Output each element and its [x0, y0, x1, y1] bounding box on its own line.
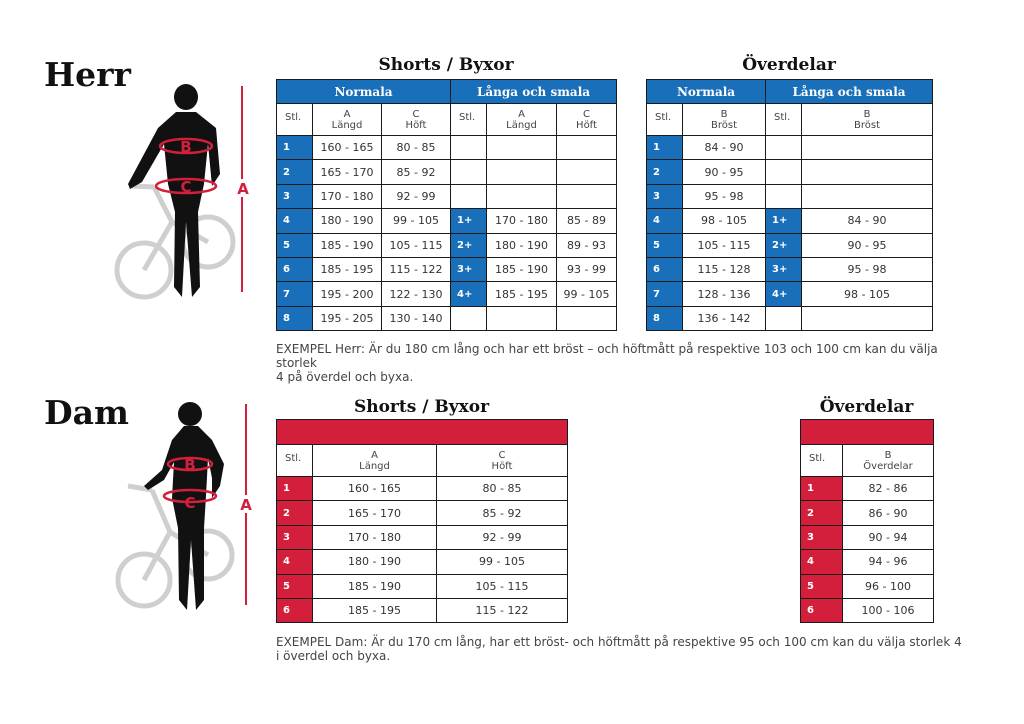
- size-cell: 6: [277, 257, 313, 281]
- size-cell: 3: [277, 525, 313, 549]
- size-cell: 3+: [451, 257, 487, 281]
- herr-section-title: Herr: [44, 55, 131, 94]
- size-cell: 2: [277, 160, 313, 184]
- size-cell: 1: [277, 477, 313, 501]
- herr-shorts-row: [277, 306, 617, 330]
- measure-cell: [802, 306, 933, 330]
- measure-cell: 180 - 190: [487, 233, 557, 257]
- herr-shorts-group-long: Långa och smala: [451, 80, 617, 104]
- dam-tops-row: [801, 525, 934, 549]
- measure-cell: 84 - 90: [802, 209, 933, 233]
- measure-cell: 95 - 98: [683, 184, 766, 208]
- measure-cell: 98 - 105: [683, 209, 766, 233]
- measure-cell: 80 - 85: [437, 477, 568, 501]
- dam-tops-body: [801, 477, 934, 623]
- herr-tops-title: Överdelar: [742, 55, 836, 75]
- measure-cell: 195 - 205: [313, 306, 382, 330]
- herr-shorts-header-c: C Höft: [382, 104, 451, 136]
- size-cell: 3+: [766, 257, 802, 281]
- measure-cell: 84 - 90: [683, 136, 766, 160]
- herr-shorts-row: [277, 282, 617, 306]
- dam-tops-row: [801, 550, 934, 574]
- measure-cell: 165 - 170: [313, 160, 382, 184]
- measure-cell: 180 - 190: [313, 550, 437, 574]
- herr-tops-header-stl-long: Stl.: [766, 104, 802, 136]
- dam-shorts-header-c: C Höft: [437, 445, 568, 477]
- herr-shorts-group-normal: Normala: [277, 80, 451, 104]
- measure-cell: 185 - 190: [487, 257, 557, 281]
- size-cell: 2+: [451, 233, 487, 257]
- size-cell: [766, 306, 802, 330]
- dam-shorts-row: [277, 598, 568, 622]
- measure-cell: 160 - 165: [313, 136, 382, 160]
- dam-shorts-row: [277, 574, 568, 598]
- measure-cell: 85 - 89: [557, 209, 617, 233]
- measure-cell: 100 - 106: [843, 598, 934, 622]
- dam-shorts-row: [277, 501, 568, 525]
- size-cell: 4: [277, 550, 313, 574]
- measure-cell: 170 - 180: [313, 184, 382, 208]
- measure-cell: 94 - 96: [843, 550, 934, 574]
- dam-tops-title: Överdelar: [819, 397, 914, 417]
- size-cell: [451, 136, 487, 160]
- measure-cell: 93 - 99: [557, 257, 617, 281]
- size-cell: [451, 160, 487, 184]
- dam-cyclist-figure: [112, 400, 252, 615]
- dam-tops-header-bar: [801, 420, 934, 445]
- size-cell: 6: [277, 598, 313, 622]
- size-cell: 8: [277, 306, 313, 330]
- dam-tops-row: [801, 501, 934, 525]
- measure-cell: [557, 160, 617, 184]
- size-cell: 4: [277, 209, 313, 233]
- measure-cell: 185 - 190: [313, 574, 437, 598]
- measure-cell: 170 - 180: [313, 525, 437, 549]
- measure-cell: 115 - 128: [683, 257, 766, 281]
- measure-cell: [557, 306, 617, 330]
- measure-cell: 92 - 99: [382, 184, 451, 208]
- measure-cell: 96 - 100: [843, 574, 934, 598]
- size-cell: 4: [801, 550, 843, 574]
- dam-shorts-header-bar: [277, 420, 568, 445]
- size-cell: 1+: [451, 209, 487, 233]
- size-cell: [451, 306, 487, 330]
- dam-label-c: C: [184, 494, 196, 512]
- dam-label-a: A: [240, 496, 252, 514]
- herr-shorts-table: [276, 79, 617, 331]
- dam-tops-table: [800, 419, 934, 623]
- size-cell: 4: [647, 209, 683, 233]
- size-cell: 1: [647, 136, 683, 160]
- herr-tops-row: [647, 306, 933, 330]
- size-cell: 2: [647, 160, 683, 184]
- measure-cell: [557, 136, 617, 160]
- measure-cell: [802, 184, 933, 208]
- measure-cell: 160 - 165: [313, 477, 437, 501]
- herr-tops-group-long: Långa och smala: [766, 80, 933, 104]
- size-cell: 5: [277, 574, 313, 598]
- dam-tops-row: [801, 477, 934, 501]
- herr-tops-header-b: B Bröst: [683, 104, 766, 136]
- herr-shorts-header-stl-long: Stl.: [451, 104, 487, 136]
- measure-cell: 82 - 86: [843, 477, 934, 501]
- dam-shorts-title: Shorts / Byxor: [353, 397, 490, 417]
- measure-cell: 185 - 195: [313, 598, 437, 622]
- size-cell: 3: [801, 525, 843, 549]
- herr-cyclist-figure: [112, 82, 252, 302]
- size-cell: 4+: [766, 282, 802, 306]
- herr-tops-row: [647, 209, 933, 233]
- herr-shorts-row: [277, 257, 617, 281]
- dam-shorts-row: [277, 550, 568, 574]
- measure-cell: [557, 184, 617, 208]
- herr-shorts-header-a-long: A Längd: [487, 104, 557, 136]
- herr-tops-header-stl: Stl.: [647, 104, 683, 136]
- measure-cell: 130 - 140: [382, 306, 451, 330]
- herr-tops-row: [647, 233, 933, 257]
- measure-cell: 115 - 122: [382, 257, 451, 281]
- herr-shorts-header-stl: Stl.: [277, 104, 313, 136]
- herr-example-note: EXEMPEL Herr: Är du 180 cm lång och har ett bröst – och höftmått på respektive 103 och 100 cm kan du välja storlek 4 på överdel och byxa.: [276, 342, 938, 384]
- measure-cell: 170 - 180: [487, 209, 557, 233]
- dam-tops-header-stl: Stl.: [801, 445, 843, 477]
- size-cell: 6: [647, 257, 683, 281]
- size-cell: 5: [647, 233, 683, 257]
- herr-tops-body: [647, 136, 933, 331]
- measure-cell: 185 - 195: [487, 282, 557, 306]
- size-cell: 7: [277, 282, 313, 306]
- herr-label-c: C: [180, 178, 192, 196]
- measure-cell: [802, 160, 933, 184]
- size-cell: 4+: [451, 282, 487, 306]
- size-cell: 1: [801, 477, 843, 501]
- dam-tops-row: [801, 574, 934, 598]
- herr-shorts-header-c-long: C Höft: [557, 104, 617, 136]
- size-cell: 6: [801, 598, 843, 622]
- dam-tops-row: [801, 598, 934, 622]
- size-cell: 2: [801, 501, 843, 525]
- measure-cell: 89 - 93: [557, 233, 617, 257]
- measure-cell: 136 - 142: [683, 306, 766, 330]
- measure-cell: 90 - 95: [683, 160, 766, 184]
- size-cell: 7: [647, 282, 683, 306]
- size-cell: 2+: [766, 233, 802, 257]
- measure-cell: 99 - 105: [437, 550, 568, 574]
- herr-tops-row: [647, 136, 933, 160]
- measure-cell: 90 - 95: [802, 233, 933, 257]
- measure-cell: 128 - 136: [683, 282, 766, 306]
- dam-shorts-table: [276, 419, 568, 623]
- herr-shorts-row: [277, 233, 617, 257]
- measure-cell: 98 - 105: [802, 282, 933, 306]
- size-cell: 8: [647, 306, 683, 330]
- size-cell: 1: [277, 136, 313, 160]
- measure-cell: [487, 136, 557, 160]
- size-cell: 2: [277, 501, 313, 525]
- herr-tops-header-b-long: B Bröst: [802, 104, 933, 136]
- size-cell: [451, 184, 487, 208]
- measure-cell: [487, 184, 557, 208]
- size-cell: 3: [647, 184, 683, 208]
- size-cell: [766, 160, 802, 184]
- measure-cell: 85 - 92: [382, 160, 451, 184]
- measure-cell: 185 - 195: [313, 257, 382, 281]
- measure-cell: 80 - 85: [382, 136, 451, 160]
- measure-cell: 105 - 115: [683, 233, 766, 257]
- herr-shorts-title: Shorts / Byxor: [378, 55, 514, 75]
- dam-label-b: B: [184, 456, 196, 474]
- herr-label-a: A: [237, 180, 249, 198]
- measure-cell: 195 - 200: [313, 282, 382, 306]
- measure-cell: 165 - 170: [313, 501, 437, 525]
- measure-cell: [487, 160, 557, 184]
- herr-shorts-body: [277, 136, 617, 331]
- size-cell: 5: [277, 233, 313, 257]
- measure-cell: [487, 306, 557, 330]
- herr-tops-row: [647, 257, 933, 281]
- herr-shorts-row: [277, 160, 617, 184]
- measure-cell: 105 - 115: [382, 233, 451, 257]
- herr-shorts-header-a: A Längd: [313, 104, 382, 136]
- dam-tops-header-b: B Överdelar: [843, 445, 934, 477]
- herr-shorts-row: [277, 136, 617, 160]
- herr-shorts-row: [277, 184, 617, 208]
- size-cell: [766, 136, 802, 160]
- dam-section-title: Dam: [44, 393, 129, 432]
- herr-label-b: B: [180, 138, 192, 156]
- dam-shorts-row: [277, 477, 568, 501]
- dam-shorts-row: [277, 525, 568, 549]
- size-cell: 5: [801, 574, 843, 598]
- measure-cell: 86 - 90: [843, 501, 934, 525]
- measure-cell: 115 - 122: [437, 598, 568, 622]
- herr-tops-row: [647, 160, 933, 184]
- measure-cell: 185 - 190: [313, 233, 382, 257]
- measure-cell: 85 - 92: [437, 501, 568, 525]
- herr-tops-group-normal: Normala: [647, 80, 766, 104]
- herr-shorts-row: [277, 209, 617, 233]
- dam-example-note: EXEMPEL Dam: Är du 170 cm lång, har ett bröst- och höftmått på respektive 95 och 100 cm kan du välja storlek 4 i överdel och byxa.: [276, 635, 962, 663]
- size-cell: 3: [277, 184, 313, 208]
- measure-cell: 95 - 98: [802, 257, 933, 281]
- herr-tops-row: [647, 184, 933, 208]
- size-cell: 1+: [766, 209, 802, 233]
- measure-cell: 180 - 190: [313, 209, 382, 233]
- measure-cell: 90 - 94: [843, 525, 934, 549]
- measure-cell: 105 - 115: [437, 574, 568, 598]
- measure-cell: 122 - 130: [382, 282, 451, 306]
- measure-cell: [802, 136, 933, 160]
- measure-cell: 92 - 99: [437, 525, 568, 549]
- herr-tops-table: [646, 79, 933, 331]
- dam-shorts-header-a: A Längd: [313, 445, 437, 477]
- measure-cell: 99 - 105: [382, 209, 451, 233]
- dam-shorts-body: [277, 477, 568, 623]
- measure-cell: 99 - 105: [557, 282, 617, 306]
- herr-tops-row: [647, 282, 933, 306]
- size-cell: [766, 184, 802, 208]
- dam-shorts-header-stl: Stl.: [277, 445, 313, 477]
